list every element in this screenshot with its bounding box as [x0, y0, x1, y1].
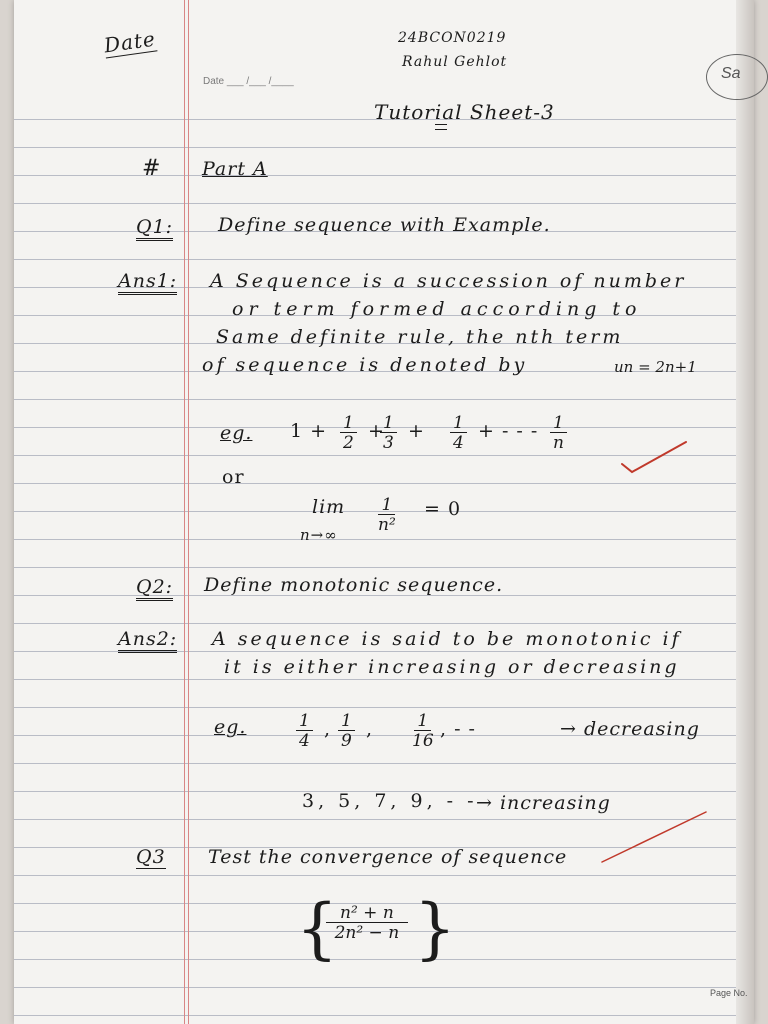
series-numerator: 1 — [450, 414, 467, 433]
dec-series-numerator: 1 — [296, 712, 313, 731]
notebook-brand-stamp — [706, 54, 768, 100]
title-underline — [435, 124, 447, 130]
lim-denominator: n² — [378, 515, 396, 535]
ans2-increasing-label: → increasing — [476, 792, 611, 814]
ans2-line-2: it is either increasing or decreasing — [224, 656, 680, 678]
series-denominator: 4 — [453, 433, 464, 453]
left-brace: { — [296, 890, 338, 967]
q1-label: Q1: — [136, 216, 173, 241]
dec-series-denominator: 16 — [412, 731, 434, 751]
series-operator: + — [368, 420, 385, 442]
series-fraction — [550, 414, 567, 453]
dec-series-numerator: 1 — [414, 712, 431, 731]
series-denominator: 3 — [383, 433, 394, 453]
margin-line — [188, 0, 189, 1024]
roll-number: 24BCON0219 — [398, 30, 507, 46]
series-fraction — [450, 414, 467, 453]
q3-sequence-expression — [296, 890, 456, 970]
ans1-line-1: A Sequence is a succession of number — [210, 270, 687, 292]
page-number-label: Page No. — [710, 988, 748, 998]
series-denominator: n — [552, 433, 564, 453]
q3-label: Q3 — [136, 846, 166, 868]
series-operator: + — [408, 420, 425, 442]
section-marker: # — [142, 156, 162, 181]
teacher-check-mark — [620, 438, 690, 478]
dec-series-operator: , — [324, 718, 332, 740]
dec-series-denominator: 4 — [299, 731, 310, 751]
lim-fraction — [378, 496, 396, 535]
dec-series-operator: , - - — [440, 718, 476, 740]
q2-label: Q2: — [136, 576, 173, 601]
ans1-formula: un = 2n+1 — [614, 358, 697, 376]
margin-line — [184, 0, 185, 1024]
ans1-or: or — [222, 466, 245, 488]
dec-series-fraction — [296, 712, 313, 751]
dec-series-numerator: 1 — [338, 712, 355, 731]
q2-text: Define monotonic sequence. — [204, 574, 504, 596]
dec-series-denominator: 9 — [341, 731, 352, 751]
ans2-eg-label: eg. — [214, 716, 247, 738]
ans1-line-4: of sequence is denoted by — [202, 354, 528, 376]
series-numerator: 1 — [550, 414, 567, 433]
ans1-eg-label: eg. — [220, 422, 253, 444]
dec-series-operator: , — [366, 718, 374, 740]
ans1-series-lead: 1 + — [290, 420, 328, 442]
ans2-increasing-series: 3, 5, 7, 9, - - — [302, 790, 478, 812]
series-fraction — [380, 414, 397, 453]
q1-text: Define sequence with Example. — [218, 214, 551, 236]
ans1-label: Ans1: — [118, 270, 177, 295]
teacher-check-mark — [600, 808, 710, 868]
ans2-label: Ans2: — [118, 628, 177, 653]
stamp-text: Sa — [721, 65, 741, 82]
ans1-line-3: Same definite rule, the nth term — [216, 326, 624, 348]
printed-date-field: Date ___ /___ /____ — [203, 76, 294, 87]
dec-series-fraction — [412, 712, 434, 751]
student-name: Rahul Gehlot — [402, 54, 508, 70]
lim-numerator: 1 — [378, 496, 395, 515]
section-heading: Part A — [202, 158, 268, 180]
q3-text: Test the convergence of sequence — [208, 846, 568, 868]
page-edge-shadow — [736, 0, 754, 1024]
lim-result: = 0 — [424, 498, 462, 520]
ans2-line-1: A sequence is said to be monotonic if — [212, 628, 682, 650]
series-operator: + - - - — [478, 420, 539, 442]
series-fraction — [340, 414, 357, 453]
lim-subscript: n→∞ — [300, 526, 338, 544]
right-brace: } — [414, 890, 456, 967]
q3-denominator: 2n² − n — [334, 923, 400, 943]
q3-numerator: n² + n — [326, 904, 408, 923]
series-numerator: 1 — [380, 414, 397, 433]
page-title: Tutorial Sheet-3 — [374, 100, 555, 124]
ans2-decreasing-label: → decreasing — [560, 718, 700, 740]
series-numerator: 1 — [340, 414, 357, 433]
ans1-line-2: or term formed according to — [232, 298, 642, 320]
series-denominator: 2 — [343, 433, 354, 453]
q3-fraction — [326, 904, 408, 943]
corner-date-label: Date — [102, 26, 158, 58]
dec-series-fraction — [338, 712, 355, 751]
lim-word: lim — [312, 496, 346, 518]
